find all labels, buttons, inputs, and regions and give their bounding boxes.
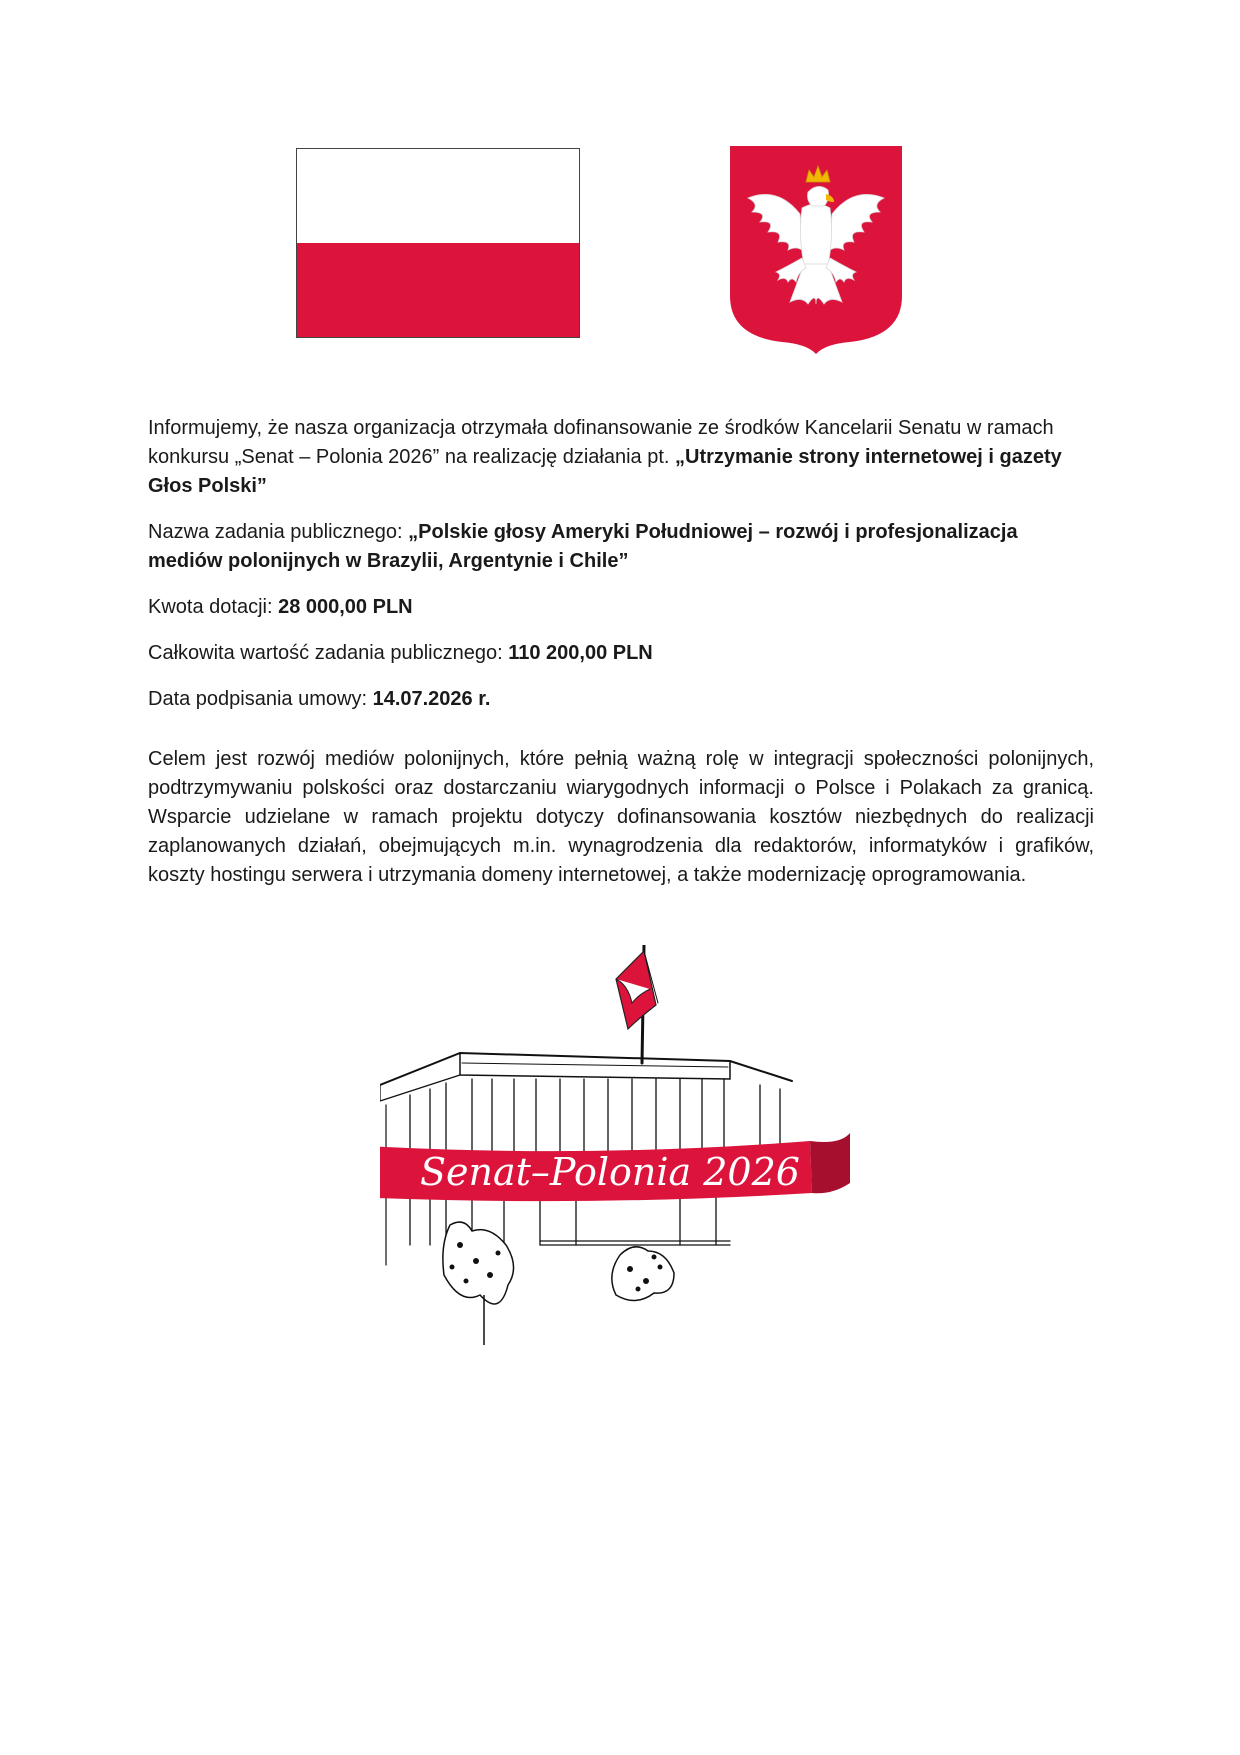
polish-eagle-emblem-icon [730, 146, 902, 354]
signing-date-line [148, 685, 1094, 714]
intro-paragraph [148, 414, 1094, 501]
goal-paragraph: Celem jest rozwój mediów polonijnych, które pełnią ważną rolę w integracji społeczności polonijnych, podtrzymywaniu polskości oraz dostarczaniu wiarygodnych informacji o Polsce i Polakach za granicą. Wsparcie udzielane w ramach projektu dotyczy dofinansowania kosztów niezbędnych do realizacji zaplanowanych działań, obejmujących m.in. wynagrodzenia dla redaktorów, informatyków i grafików, koszty hostingu serwera i utrzymania domeny internetowej, a także modernizację oprogramowania. [148, 748, 1094, 886]
logo-ribbon-text: Senat–Polonia 2026 [420, 1150, 800, 1194]
total-value-label: Całkowita wartość zadania publicznego: [148, 642, 509, 664]
senat-polonia-logo-icon [380, 945, 850, 1360]
flag-red-stripe [297, 243, 579, 337]
signing-date-label: Data podpisania umowy: [148, 688, 373, 710]
task-name-line [148, 518, 1094, 576]
task-name-label: Nazwa zadania publicznego: [148, 521, 409, 543]
grant-amount-label: Kwota dotacji: [148, 596, 279, 618]
total-value-value: 110 200,00 PLN [508, 642, 653, 664]
signing-date-value: 14.07.2026 r. [372, 688, 491, 710]
grant-amount-value: 28 000,00 PLN [278, 596, 413, 618]
grant-amount-line [148, 593, 1094, 622]
polish-flag-icon [296, 148, 580, 338]
total-value-line [148, 639, 1094, 668]
intro-text: Informujemy, że nasza organizacja otrzymała dofinansowanie ze środków Kancelarii Senatu w ramach konkursu „Senat – Polonia 2026” na realizację działania pt. [148, 417, 1054, 468]
task-name-value: „Polskie głosy Ameryki Południowej – rozwój i profesjonalizacja mediów polonijnych w Brazylii, Argentynie i Chile” [148, 521, 1018, 572]
flag-white-stripe [297, 149, 579, 243]
project-title: „Utrzymanie strony internetowej i gazety Głos Polski” [148, 446, 1062, 497]
